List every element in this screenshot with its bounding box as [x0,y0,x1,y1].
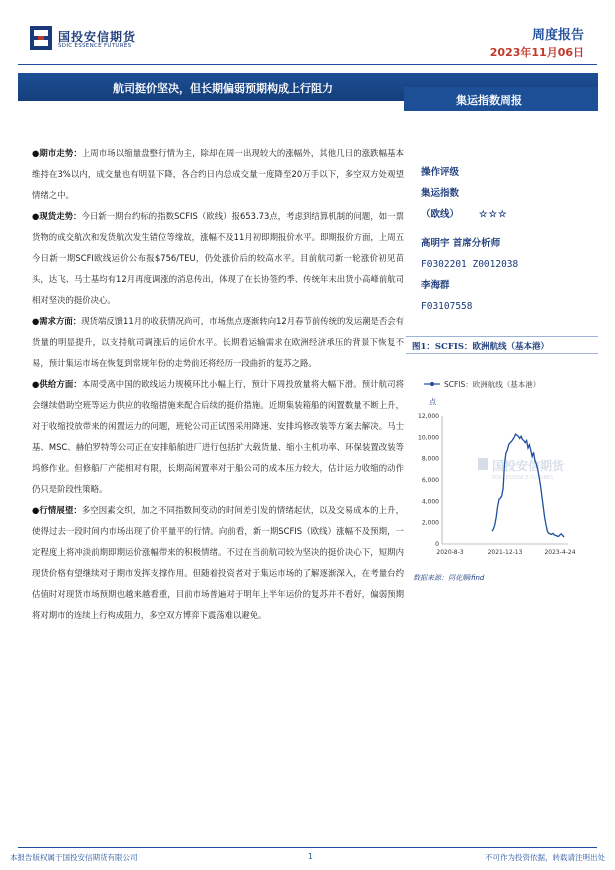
route-label: （欧线） [421,209,460,220]
paragraph-outlook [32,500,404,626]
watermark-logo-icon [478,458,488,470]
footer-divider [18,847,597,848]
y-tick-label: 8,000 [421,455,439,463]
watermark [478,458,565,481]
x-tick-label: 2020-8-3 [436,549,464,556]
chart-legend [424,379,540,389]
paragraph-lead: ●现货走势： [32,211,82,221]
rating-label: 操作评级 [421,167,460,178]
logo-text-en: SDIC ESSENCE FUTURES [58,43,132,49]
report-date: 2023年11月06日 [489,46,584,59]
logo-text-cn: 国投安信期货 [58,30,137,44]
watermark-en: SDIC ESSENCE FUTURES [492,475,554,481]
report-type: 周度报告 [531,28,584,43]
y-tick-label: 6,000 [421,477,439,484]
y-tick-label: 0 [435,541,439,548]
legend-label: SCFIS：欧洲航线（基本港） [444,380,541,389]
paragraph-text: 现货端反馈11月的收获情况尚可，市场焦点逐渐转向12月春节前传统的发运潮是否会有货量的明显提升，以支持航司调涨后的运价水平。长期看运输需求在欧洲经济承压的背景下恢复不易，预计集运市场在恢复到常规年份的走势前还将经历一段曲折的复苏之路。 [32,316,404,368]
analyst-2-id: F03107558 [421,301,473,312]
paragraph-lead: ●供给方面： [32,379,82,389]
analyst-1: 高明宇 首席分析师 [421,238,501,249]
x-tick-label: 2023-4-24 [544,549,576,556]
logo-mark-icon [30,26,52,50]
report-title: 航司挺价坚决，但长期偏弱预期构成上行阻力 [113,82,333,95]
y-tick-label: 12,000 [418,413,439,420]
paragraph-text: 今日新一期台约标的指数SCFIS（欧线）报653.73点，考虑到结算机制的问题，如一票货物的成交航次和发货航次发生错位等缘故，涨幅不及11月初即期报价水平。即期报价方面，上周五今日新一期SCFI欧线运价公布报$756/TEU，仍处涨价后的较高水平。目前航司新一轮涨价初见苗头，达飞、马士基均有12月再度调涨的消息传出，体现了在长协签约季、传统年末出货小高峰前航司相对坚决的挺价决心。 [32,211,404,305]
paragraph-lead: ●行情展望： [32,505,82,515]
analyst-2: 李海群 [421,280,450,291]
paragraph-text: 上周市场以缩量盘整行情为主，除却在周一出现较大的涨幅外，其他几日的涨跌幅基本维持在3%以内，成交量也有明显下降，各合约日内总成交量一度降至20万手以下，多空双方处观望情绪之中。 [32,148,405,200]
side-panel [421,162,591,317]
paragraph-demand [32,311,404,374]
company-logo [30,26,150,56]
paragraph-supply [32,374,404,500]
scfis-line-chart [406,372,598,572]
paragraph-text: 多空因素交织，加之不同指数间变动的时间差引发的情绪起伏，以及交易成本的上升，使得过去一段时间内市场出现了价平量平的行情。向前看，新一期SCFIS（欧线）涨幅不及预期，一定程度上将冲淡前期即期运价涨幅带来的积极情绪。不过在当前航司较为坚决的挺价决心下，短期内现货价格有望继续对于期市发挥支撑作用。但随着投资者对于集运市场的了解逐渐深入，在考量台约估值时对现货市场预期也越来越看重，目前市场普遍对于明年上半年运价的复苏并不看好，偏弱预期将对期市的连续上行构成阻力，多空双方博弈下震荡难以避免。 [32,505,405,620]
data-source: 数据来源：同花顺ifind [413,574,485,582]
footer-copyright: 本报告版权属于国投安信期货有限公司 [10,853,138,862]
report-tag-label: 集运指数周报 [456,94,522,107]
footer-disclaimer: 不可作为投资依据，转载请注明出处 [485,853,605,862]
legend-marker [430,382,434,386]
paragraph-spot [32,206,404,311]
analyst-1-ids: F0302201 Z0012038 [421,259,519,270]
report-tag [404,87,598,111]
y-tick-label: 2,000 [421,519,439,527]
figure-title [406,336,598,354]
paragraph-lead: ●需求方面： [32,316,82,326]
y-tick-label: 10,000 [418,434,439,442]
x-tick-label: 2021-12-13 [487,549,523,556]
y-tick-label: 4,000 [421,498,439,506]
paragraph-market [32,143,404,206]
rating-stars: ☆☆☆ [479,209,508,220]
y-unit-label: 点 [429,398,436,406]
figure-title-text: 图1：SCFIS：欧洲航线（基本港） [412,342,549,352]
paragraph-text: 本周受离中国的欧线运力规模环比小幅上行，预计下周投放量将大幅下滑。预计航司将会继续借助空班等运力供应的收缩措施来配合后续的挺价措施。近期集装箱船的闲置数量不断上升，对于收缩投放带来的闲置运力的问题，班轮公司正试图采用降速、安排坞修改装等方案去解决。马士基、MSC、赫伯罗特等公司正在安排船舶进厂进行包括扩大载货量、缩小主机功率、环保装置改装等坞修作业。但修船厂产能相对有限，长期高闲置率对于船公司的成本压力较大，估计运力收缩的动作仍只是阶段性策略。 [32,379,405,494]
index-label: 集运指数 [421,188,460,199]
page-number: 1 [308,852,313,861]
rating-row [421,204,591,225]
series-line [492,434,564,537]
watermark-cn: 国投安信期货 [492,459,565,473]
header-divider [18,64,597,65]
paragraph-lead: ●期市走势： [32,148,82,158]
body-column [32,143,404,626]
